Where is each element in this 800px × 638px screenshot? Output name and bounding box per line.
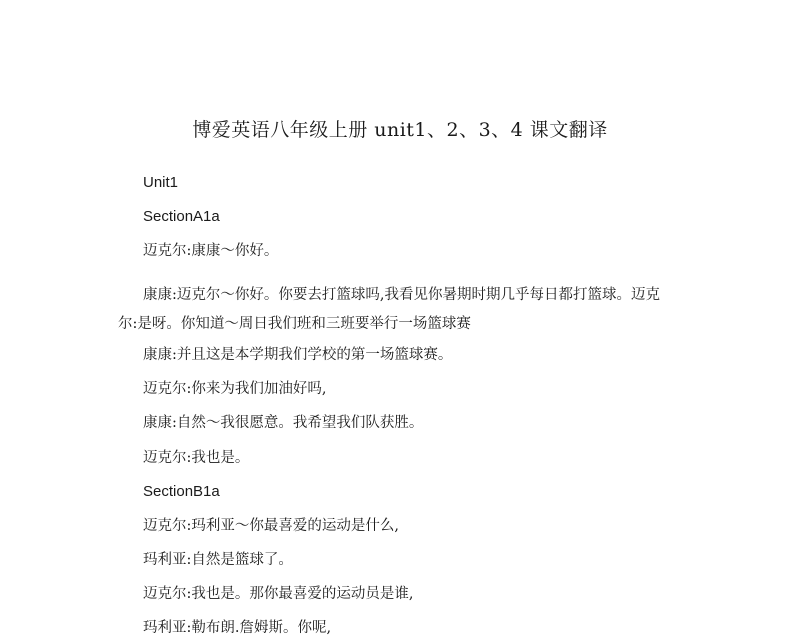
dialogue-line: 迈克尔:康康～你好。 — [143, 243, 279, 259]
dialogue-line: 迈克尔:玛利亚～你最喜爱的运动是什么, — [143, 518, 399, 534]
dialogue-line: 迈克尔:我也是。 — [143, 450, 250, 466]
section-b-heading: SectionB1a — [143, 483, 220, 500]
dialogue-line: 迈克尔:我也是。那你最喜爱的运动员是谁, — [143, 586, 414, 602]
dialogue-paragraph: 康康:迈克尔～你好。你要去打篮球吗,我看见你暑期时期几乎每日都打篮球。迈克尔:是呀。你知道～周日我们班和三班要举行一场篮球赛 — [118, 287, 660, 332]
dialogue-line: 迈克尔:你来为我们加油好吗, — [143, 381, 327, 397]
dialogue-line: 康康:自然～我很愿意。我希望我们队获胜。 — [143, 415, 424, 431]
dialogue-line: 玛利亚:勒布朗.詹姆斯。你呢, — [143, 620, 332, 636]
dialogue-line: 康康:并且这是本学期我们学校的第一场篮球赛。 — [143, 347, 453, 363]
dialogue-line: 玛利亚:自然是篮球了。 — [143, 552, 293, 568]
unit-heading: Unit1 — [143, 174, 179, 191]
section-a-heading: SectionA1a — [143, 208, 220, 225]
document-title: 博爱英语八年级上册 unit1、2、3、4 课文翻译 — [192, 119, 608, 141]
